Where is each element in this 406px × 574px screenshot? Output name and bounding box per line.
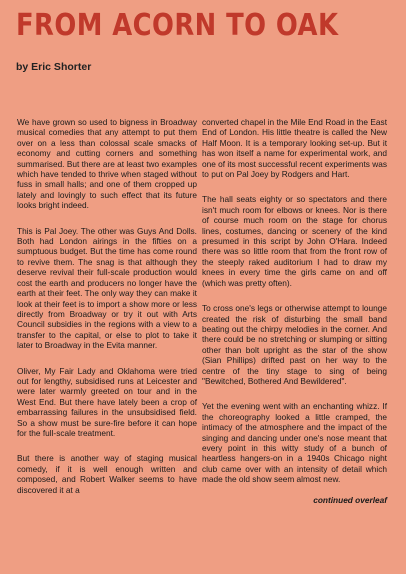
left-column (17, 117, 197, 506)
paragraph: But there is another way of staging musical comedy, if it is well enough written and composed, and Robert Walker seems to have discovered it at a (17, 453, 197, 495)
continued-overleaf-note: continued overleaf (313, 494, 387, 505)
paragraph: We have grown so used to bigness in Broadway musical comedies that any attempt to put them over on a less than colossal scale smacks of economy and cutting corners and something summarised. But there are at least two examples which have tended to thrive when staged without fuss in small halls; and one of them cropped up lately and lovingly to such effect that its future looks bright indeed. (17, 117, 197, 211)
article-byline: by Eric Shorter (16, 61, 92, 73)
paragraph: To cross one's legs or otherwise attempt to lounge created the risk of disturbing the small band beating out the chirpy melodies in the corner. And there could be no stretching or slumping or sitting other than bolt upright as the star of the show (Sian Phillips) drifted past on her way to the centre of the tiny stage to sing of being "Bewitched, Bothered And Bewildered". (202, 303, 387, 386)
right-column (202, 117, 387, 505)
paragraph: Yet the evening went with an enchanting whizz. If the choreography looked a little cramped, the intimacy of the atmosphere and the impact of the singing and dancing under one's nose meant that every point in this witty study of a bunch of heartless hangers-on in a 1940s Chicago night club came over with an intensity of detail which made the old show seem almost new. (202, 401, 387, 485)
paragraph: The hall seats eighty or so spectators and there isn't much room for elbows or knees. Nor is there of course much room on the stage for chorus lines, costumes, dancing or scenery of the kind presumed in this script by John O'Hara. Indeed there was so little room that from the front row of the steeply raked auditorium I had to draw my knees in every time the girls came on and off (which was pretty often). (202, 194, 387, 288)
paragraph: Oliver, My Fair Lady and Oklahoma were tried out for lengthy, subsidised runs at Leicester and were later warmly greeted on tour and in the West End. But there have lately been a crop of embarrassing failures in the unsubsidised field. So a show must be sure-fire before it can hope for the full-scale treatment. (17, 365, 197, 438)
article-title: FROM ACORN TO OAK (16, 8, 339, 43)
paragraph: This is Pal Joey. The other was Guys And Dolls. Both had London airings in the fifties on a sumptuous budget. But the time has come round to revive them. The snag is that although they deserve revival their full-scale production would cost the earth and producers no longer have the earth at their feet. The only way they can make it look at their feet is to import a show more or less directly from Broadway or try it out with Arts Council subsidies in the regions with a view to a transfer to the capital, or else to plot to take it later to Broadway in the Evita manner. (17, 225, 197, 351)
paragraph: converted chapel in the Mile End Road in the East End of London. His little theatre is called the New Half Moon. It is a temporary looking set-up. But it has won itself a name for experimental work, and one of its most successful recent experiments was to put on Pal Joey by Rodgers and Hart. (202, 117, 387, 180)
